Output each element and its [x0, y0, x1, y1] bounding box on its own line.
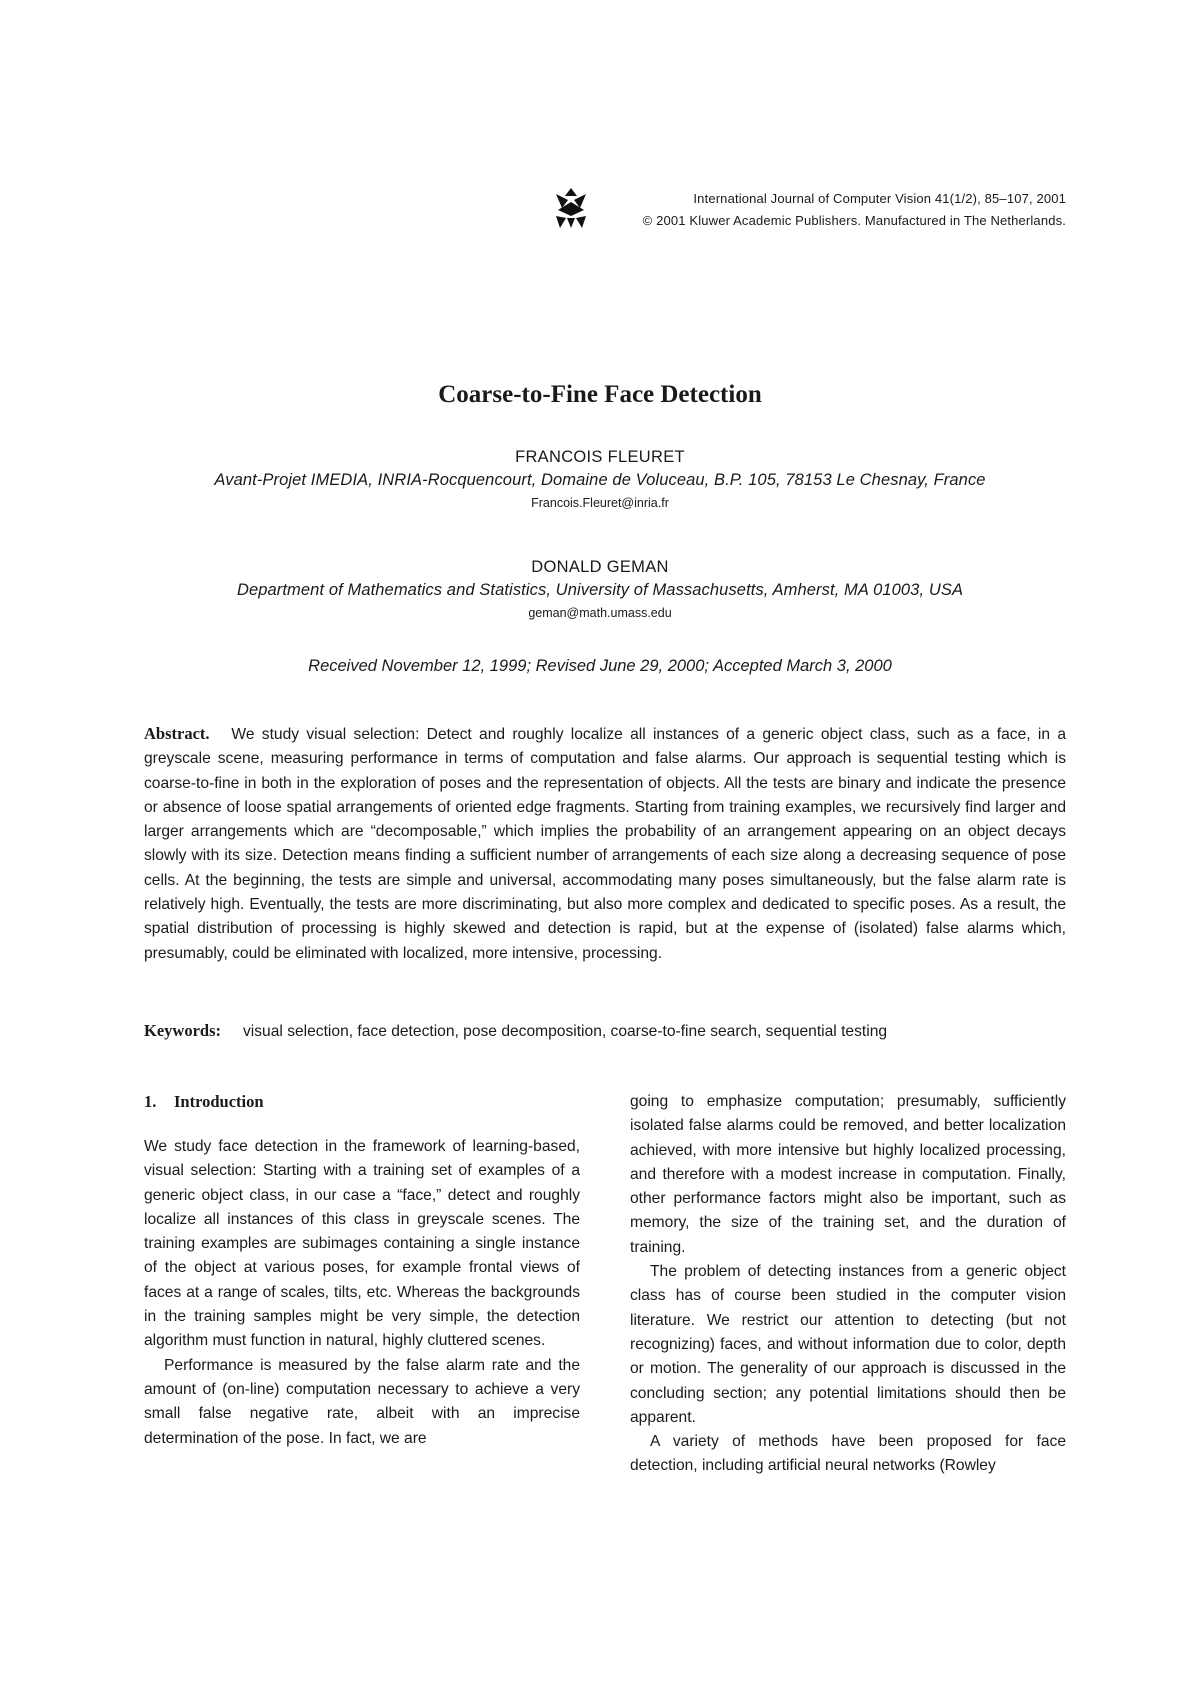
author-block-2	[0, 556, 1200, 624]
abstract	[144, 722, 1066, 966]
kluwer-logo-icon	[554, 186, 588, 230]
paragraph-4: A variety of methods have been proposed for face detection, including artificial neural networks (Rowley	[630, 1433, 1066, 1475]
keywords-text: visual selection, face detection, pose decomposition, coarse-to-fine search, sequential testing	[243, 1023, 888, 1040]
left-column	[144, 1090, 580, 1451]
journal-copyright: © 2001 Kluwer Academic Publishers. Manufactured in The Netherlands.	[642, 213, 1066, 228]
journal-header	[554, 186, 1066, 234]
abstract-text: We study visual selection: Detect and roughly localize all instances of a generic object class, such as a face, in a greyscale scene, measuring performance in terms of computation and false alarms. Our approach is sequential testing which is coarse-to-fine in both in the exploration of poses and the representation of objects. All the tests are binary and indicate the presence or absence of loose spatial arrangements of oriented edge fragments. Starting from training examples, we recursively find larger and larger arrangements which are “decomposable,” which implies the probability of an arrangement appearing on an object decays slowly with its size. Detection means finding a sufficient number of arrangements of each size along a decreasing sequence of pose cells. At the beginning, the tests are simple and universal, accommodating many poses simultaneously, but the false alarm rate is relatively high. Eventually, the tests are more discriminating, but also more complex and dedicated to specific poses. As a result, the spatial distribution of processing is highly skewed and detection is rapid, but at the expense of (isolated) false alarms which, presumably, could be eliminated with localized, more intensive, processing.	[144, 726, 1066, 962]
submission-dates: Received November 12, 1999; Revised June 29, 2000; Accepted March 3, 2000	[308, 657, 892, 675]
author-email[interactable]: geman@math.umass.edu	[528, 606, 672, 620]
keywords	[144, 1019, 1066, 1044]
author-name: DONALD GEMAN	[531, 558, 669, 576]
author-affiliation: Avant-Projet IMEDIA, INRIA-Rocquencourt, Domaine de Voluceau, B.P. 105, 78153 Le Chesnay, France	[214, 471, 986, 489]
paragraph-1: We study face detection in the framework of learning-based, visual selection: Starting with a training set of examples of a generic object class, in our case a “face,” detect and roughly localize all instances of this class in greyscale scenes. The training examples are subimages containing a single instance of the object at various poses, for example frontal views of faces at a range of scales, tilts, etc. Whereas the backgrounds in the training samples might be very simple, the detection algorithm must function in natural, highly cluttered scenes.	[144, 1138, 580, 1350]
paper-title: Coarse-to-Fine Face Detection	[438, 381, 762, 408]
section-title: Introduction	[174, 1092, 264, 1111]
author-email[interactable]: Francois.Fleuret@inria.fr	[531, 496, 669, 510]
journal-citation: International Journal of Computer Vision 41(1/2), 85–107, 2001	[693, 191, 1066, 206]
journal-citation-block	[643, 188, 1066, 232]
paragraph-2-start: Performance is measured by the false alarm rate and the amount of (on-line) computation necessary to achieve a very small false negative rate, albeit with an imprecise determination of the pose. In fact, we are	[144, 1356, 580, 1447]
section-heading	[144, 1090, 580, 1114]
section-number: 1.	[144, 1092, 157, 1111]
abstract-label: Abstract.	[144, 724, 210, 743]
author-name: FRANCOIS FLEURET	[515, 448, 685, 466]
paragraph-3: The problem of detecting instances from a generic object class has of course been studied in the computer vision literature. We restrict our attention to detecting (but not recognizing) faces, and without information due to color, depth or motion. The generality of our approach is discussed in the concluding section; any potential limitations should then be apparent.	[630, 1263, 1066, 1426]
paragraph-2-end: going to emphasize computation; presumably, sufficiently isolated false alarms could be removed, and better localization achieved, with more intensive but highly localized processing, and therefore with a modest increase in computation. Finally, other performance factors might also be important, such as memory, the size of the training set, and the duration of training.	[630, 1093, 1066, 1256]
author-affiliation: Department of Mathematics and Statistics, University of Massachusetts, Amherst, MA 01003, USA	[236, 581, 964, 599]
author-block-1	[0, 446, 1200, 514]
right-column	[630, 1090, 1066, 1479]
keywords-label: Keywords:	[144, 1021, 221, 1040]
